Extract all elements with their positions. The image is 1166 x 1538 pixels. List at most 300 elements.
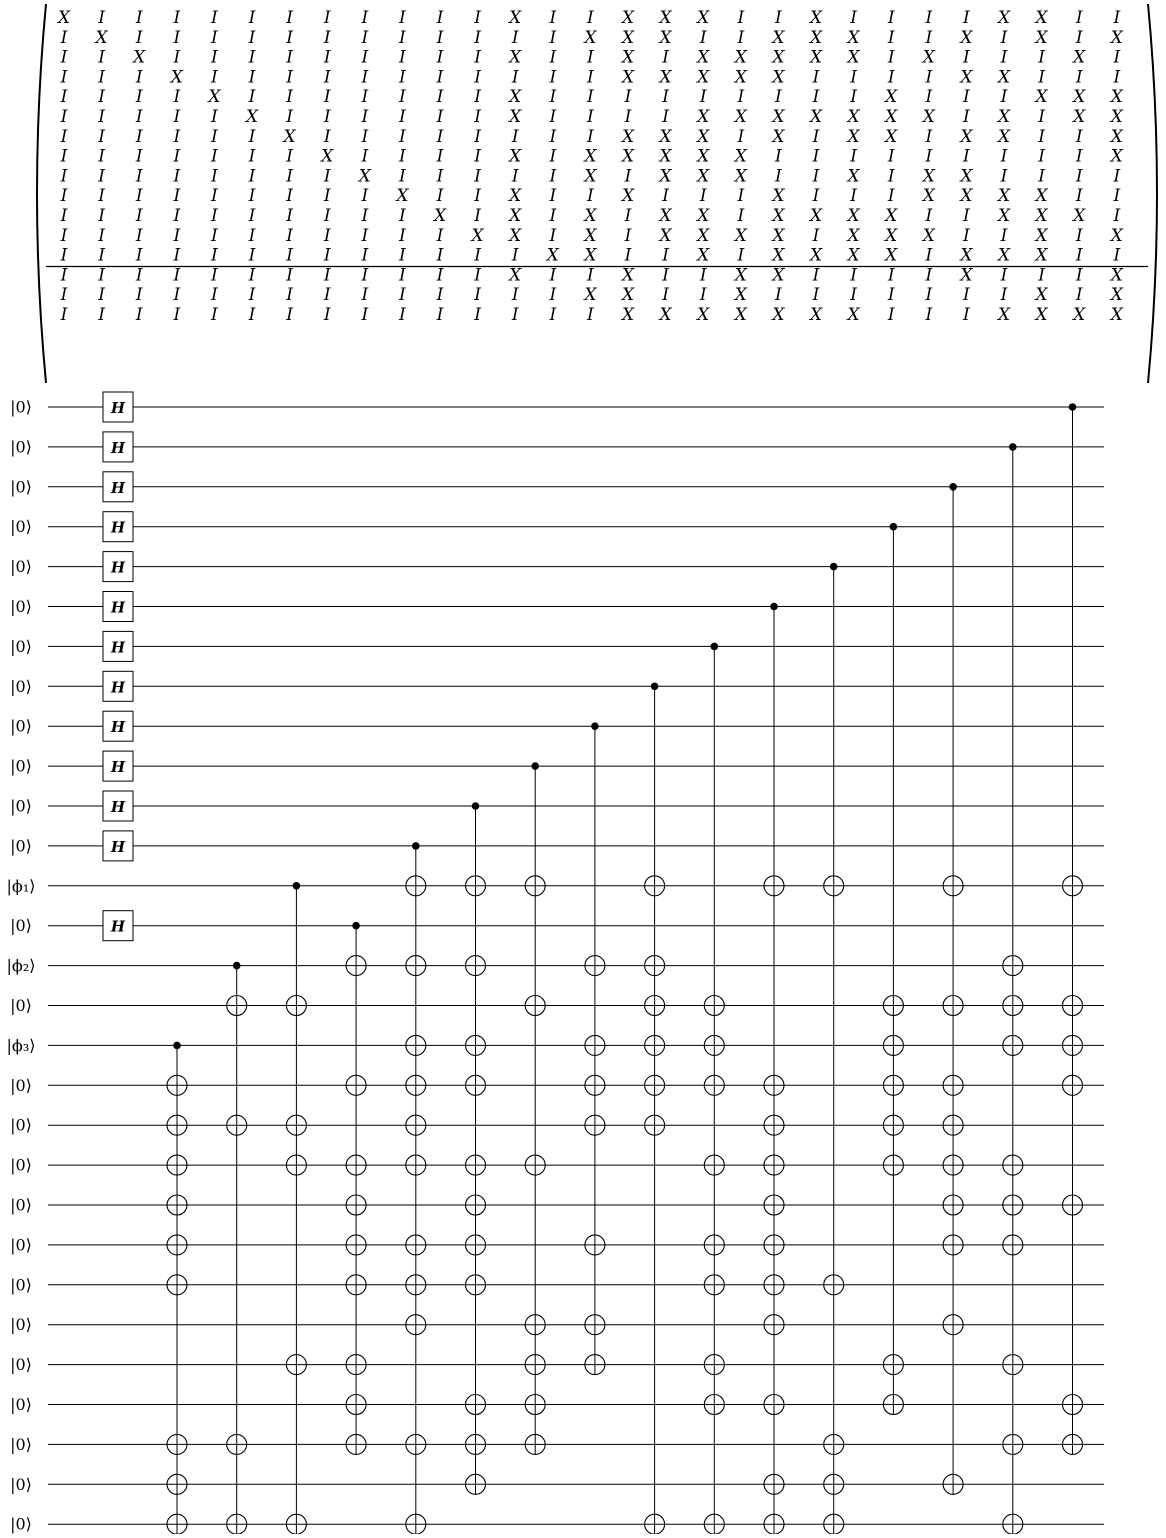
matrix-entry: I — [474, 146, 481, 167]
matrix-entry: I — [1038, 126, 1045, 147]
matrix-entry: I — [135, 206, 143, 226]
matrix-entry: X — [772, 47, 785, 68]
matrix-entry: I — [361, 146, 369, 167]
matrix-entry: I — [963, 285, 970, 306]
matrix-entry: X — [960, 166, 973, 187]
matrix-entry: X — [847, 166, 860, 187]
matrix-entry: X — [847, 206, 860, 226]
matrix-entry: I — [323, 225, 331, 246]
matrix-entry: X — [734, 225, 747, 246]
matrix-entry: I — [963, 305, 970, 325]
control-dot — [711, 643, 719, 651]
matrix-entry: I — [286, 206, 293, 226]
matrix-entry: I — [474, 8, 481, 28]
matrix-entry: X — [734, 47, 747, 68]
matrix-entry: X — [1110, 27, 1123, 48]
matrix-entry: I — [173, 87, 181, 108]
matrix-entry: X — [960, 27, 973, 48]
matrix-entry: I — [248, 206, 256, 226]
matrix-entry: I — [60, 27, 68, 48]
matrix-entry: X — [1073, 305, 1086, 325]
matrix-entry: I — [98, 285, 105, 306]
matrix-entry: X — [245, 107, 259, 127]
control-dot — [830, 563, 838, 571]
matrix-entry: I — [850, 186, 857, 207]
matrix-entry: I — [211, 8, 218, 28]
matrix-entry: I — [812, 186, 820, 207]
matrix-entry: X — [809, 305, 823, 325]
matrix-entry: I — [963, 206, 970, 226]
matrix-entry: X — [621, 8, 635, 28]
matrix-left-paren — [37, 4, 46, 383]
matrix-entry: I — [925, 245, 933, 266]
matrix-entry: I — [211, 305, 218, 325]
matrix-entry: X — [584, 225, 597, 246]
matrix-entry: X — [1035, 225, 1048, 246]
matrix-entry: X — [659, 27, 672, 48]
matrix-entry: I — [135, 107, 143, 127]
matrix-entry: I — [775, 146, 782, 167]
matrix-entry: X — [1035, 87, 1048, 108]
matrix-entry: I — [1038, 107, 1045, 127]
matrix-entry: I — [1075, 225, 1083, 246]
matrix-entry: X — [997, 186, 1011, 207]
matrix-entry: I — [211, 206, 218, 226]
matrix-entry: I — [511, 166, 519, 187]
matrix-entry: X — [621, 126, 635, 147]
control-dot — [890, 523, 898, 531]
matrix-entry: I — [1075, 166, 1083, 187]
matrix-entry: X — [772, 265, 785, 286]
matrix-entry: I — [925, 27, 933, 48]
matrix-entry: I — [436, 8, 444, 28]
matrix-entry: I — [474, 27, 481, 48]
matrix-entry: I — [436, 126, 444, 147]
matrix-entry: I — [887, 285, 895, 306]
matrix-entry: I — [361, 305, 369, 325]
matrix-entry: I — [60, 87, 68, 108]
matrix-entry: I — [549, 305, 557, 325]
matrix-entry: I — [98, 305, 105, 325]
matrix-entry: X — [697, 146, 710, 167]
matrix-entry: I — [135, 8, 143, 28]
matrix-entry: I — [173, 146, 181, 167]
matrix-entry: I — [361, 67, 369, 88]
matrix-entry: X — [509, 8, 522, 28]
matrix-entry: X — [847, 305, 860, 325]
matrix-entry: X — [1035, 305, 1048, 325]
matrix-entry: X — [358, 166, 371, 187]
matrix-entry: I — [361, 265, 369, 286]
matrix-entry: I — [775, 285, 782, 306]
matrix-entry: I — [361, 8, 369, 28]
matrix-entry: X — [1073, 87, 1086, 108]
matrix-entry: I — [887, 265, 895, 286]
matrix-entry: I — [248, 47, 256, 68]
matrix-entry: X — [1110, 107, 1123, 127]
matrix-entry: I — [963, 87, 970, 108]
matrix-entry: X — [734, 166, 747, 187]
control-dot — [1069, 403, 1077, 411]
matrix-entry: I — [474, 47, 481, 68]
matrix-entry: I — [436, 27, 444, 48]
hadamard-gate-label: H — [110, 558, 126, 577]
matrix-entry: X — [697, 8, 710, 28]
control-dot — [352, 922, 360, 930]
matrix-entry: I — [98, 67, 105, 88]
matrix-entry: I — [211, 67, 218, 88]
matrix-entry: I — [135, 87, 143, 108]
matrix-entry: X — [509, 87, 522, 108]
qubit-label: |0⟩ — [10, 557, 32, 577]
matrix-entry: I — [624, 206, 632, 226]
matrix-right-paren — [1148, 4, 1157, 383]
matrix-entry: I — [211, 225, 218, 246]
matrix-entry: I — [399, 67, 406, 88]
matrix-entry: I — [511, 305, 519, 325]
matrix-entry: I — [624, 245, 632, 266]
matrix-entry: X — [1035, 186, 1048, 207]
matrix-entry: X — [659, 225, 672, 246]
matrix-entry: I — [399, 245, 406, 266]
matrix-entry: I — [323, 166, 331, 187]
matrix-entry: I — [1000, 47, 1008, 68]
matrix-entry: I — [699, 186, 707, 207]
matrix-entry: I — [60, 47, 68, 68]
matrix-entry: X — [772, 225, 785, 246]
matrix-entry: I — [323, 206, 331, 226]
hadamard-gate-label: H — [110, 518, 126, 537]
matrix-entry: I — [1000, 27, 1008, 48]
matrix-entry: X — [621, 47, 635, 68]
matrix-entry: I — [286, 146, 293, 167]
matrix-entry: X — [885, 245, 898, 266]
matrix-entry: I — [60, 67, 68, 88]
matrix-entry: I — [211, 186, 218, 207]
matrix-entry: I — [1113, 245, 1121, 266]
matrix-entry: I — [399, 107, 406, 127]
matrix-entry: I — [248, 126, 256, 147]
qubit-label: |0⟩ — [10, 597, 32, 616]
matrix-entry: X — [772, 67, 785, 88]
matrix-entry: I — [323, 107, 331, 127]
matrix-entry: X — [997, 245, 1011, 266]
matrix-entry: I — [98, 8, 105, 28]
qubit-label: |0⟩ — [10, 1275, 32, 1295]
matrix-entry: I — [248, 27, 256, 48]
matrix-entry: X — [809, 8, 823, 28]
matrix-entry: X — [997, 206, 1011, 226]
matrix-entry: I — [850, 67, 857, 88]
matrix-entry: I — [963, 146, 970, 167]
matrix-entry: X — [847, 47, 860, 68]
matrix-entry: I — [887, 8, 895, 28]
matrix-entry: X — [659, 8, 672, 28]
hadamard-gate-label: H — [110, 758, 126, 777]
matrix-entry: I — [211, 27, 218, 48]
matrix-entry: I — [399, 265, 406, 286]
matrix-entry: I — [173, 8, 181, 28]
matrix-entry: X — [922, 166, 935, 187]
control-dot — [293, 882, 301, 890]
matrix-entry: I — [286, 186, 293, 207]
matrix-entry: I — [511, 245, 519, 266]
matrix-entry: I — [1113, 47, 1121, 68]
qubit-label: |0⟩ — [10, 1474, 32, 1494]
matrix-entry: X — [922, 47, 935, 68]
matrix-entry: I — [60, 305, 68, 325]
matrix-entry: X — [1110, 265, 1123, 286]
matrix-entry: I — [737, 126, 745, 147]
matrix-entry: I — [248, 8, 256, 28]
matrix-entry: X — [734, 265, 747, 286]
matrix-entry: I — [248, 265, 256, 286]
matrix-entry: I — [624, 166, 632, 187]
matrix-entry: I — [361, 47, 369, 68]
matrix-entry: I — [248, 225, 256, 246]
matrix-entry: X — [734, 285, 747, 306]
matrix-entry: I — [587, 107, 594, 127]
matrix-entry: X — [509, 265, 522, 286]
qubit-label: |0⟩ — [10, 1155, 32, 1175]
matrix-entry: X — [471, 225, 484, 246]
matrix-entry: I — [286, 225, 293, 246]
matrix-entry: I — [436, 67, 444, 88]
matrix-entry: I — [323, 245, 331, 266]
matrix-entry: X — [885, 126, 898, 147]
matrix-entry: I — [699, 285, 707, 306]
matrix-entry: I — [211, 47, 218, 68]
matrix-entry: X — [697, 225, 710, 246]
matrix-entry: I — [662, 285, 669, 306]
matrix-entry: X — [95, 27, 108, 48]
matrix-entry: I — [135, 166, 143, 187]
matrix-entry: I — [286, 67, 293, 88]
matrix-entry: X — [509, 47, 522, 68]
matrix-entry: X — [208, 87, 221, 108]
matrix-entry: I — [549, 146, 557, 167]
matrix-entry: X — [697, 206, 710, 226]
matrix-entry: X — [697, 47, 710, 68]
matrix-entry: I — [60, 225, 68, 246]
hadamard-gate-label: H — [110, 438, 126, 457]
matrix-entry: X — [734, 146, 747, 167]
matrix-entry: I — [549, 206, 557, 226]
matrix-entry: I — [1000, 166, 1008, 187]
matrix-entry: X — [885, 107, 898, 127]
matrix-entry: I — [135, 126, 143, 147]
matrix-entry: I — [323, 265, 331, 286]
matrix-entry: I — [436, 166, 444, 187]
matrix-entry: I — [286, 285, 293, 306]
matrix-entry: I — [1113, 166, 1121, 187]
matrix-entry: I — [549, 126, 557, 147]
matrix-entry: I — [474, 87, 481, 108]
matrix-entry: I — [1075, 245, 1083, 266]
matrix-entry: I — [399, 206, 406, 226]
matrix-entry: I — [436, 225, 444, 246]
matrix-entry: X — [997, 8, 1011, 28]
matrix-entry: X — [621, 67, 635, 88]
matrix-entry: X — [1035, 285, 1048, 306]
matrix-entry: I — [286, 27, 293, 48]
matrix-entry: I — [624, 225, 632, 246]
matrix-entry: I — [173, 27, 181, 48]
matrix-entry: I — [511, 126, 519, 147]
matrix-entry: I — [173, 47, 181, 68]
matrix-entry: I — [436, 285, 444, 306]
control-dot — [591, 722, 599, 730]
matrix-entry: I — [474, 166, 481, 187]
matrix-entry: I — [135, 305, 143, 325]
matrix-entry: X — [584, 146, 597, 167]
matrix-entry: I — [925, 87, 933, 108]
matrix-entry: I — [436, 245, 444, 266]
matrix-entry: I — [587, 186, 594, 207]
qubit-label: |ϕ₁⟩ — [6, 876, 36, 896]
matrix-entry: I — [1113, 8, 1121, 28]
matrix-entry: X — [772, 305, 785, 325]
matrix-entry: I — [737, 27, 745, 48]
qubit-label: |0⟩ — [10, 1395, 32, 1414]
matrix-entry: I — [662, 245, 669, 266]
matrix-entry: I — [699, 265, 707, 286]
matrix-entry: X — [584, 285, 597, 306]
matrix-entry: X — [1035, 27, 1048, 48]
matrix-entry: X — [659, 126, 672, 147]
matrix-entry: I — [812, 225, 820, 246]
matrix-entry: I — [925, 305, 933, 325]
matrix-entry: X — [509, 107, 522, 127]
matrix-entry: X — [621, 27, 635, 48]
matrix-entry: I — [60, 285, 68, 306]
matrix-entry: I — [323, 285, 331, 306]
matrix-entry: I — [662, 186, 669, 207]
matrix-entry: I — [98, 107, 105, 127]
matrix-entry: X — [960, 186, 973, 207]
matrix-entry: I — [925, 8, 933, 28]
matrix-entry: X — [1035, 245, 1048, 266]
matrix-entry: I — [925, 206, 933, 226]
matrix-entry: I — [173, 285, 181, 306]
matrix-entry: I — [248, 166, 256, 187]
matrix-entry: I — [1075, 186, 1083, 207]
matrix-entry: I — [1075, 8, 1083, 28]
matrix-entry: I — [135, 225, 143, 246]
matrix-entry: I — [323, 27, 331, 48]
matrix-entry: I — [850, 285, 857, 306]
matrix-entry: I — [98, 47, 105, 68]
matrix-entry: I — [474, 107, 481, 127]
matrix-entry: I — [474, 186, 481, 207]
matrix-entry: I — [135, 186, 143, 207]
matrix-entry: I — [399, 87, 406, 108]
matrix-entry: I — [211, 126, 218, 147]
matrix-entry: X — [659, 206, 672, 226]
matrix-entry: I — [925, 67, 933, 88]
matrix-entry: I — [60, 186, 68, 207]
matrix-entry: I — [662, 107, 669, 127]
matrix-entry: X — [809, 107, 823, 127]
matrix-entry: X — [584, 245, 597, 266]
matrix-entry: I — [963, 47, 970, 68]
matrix-entry: I — [511, 285, 519, 306]
matrix-entry: I — [211, 107, 218, 127]
matrix-entry: I — [1075, 285, 1083, 306]
matrix-entry: X — [772, 206, 785, 226]
matrix-entry: X — [1110, 285, 1123, 306]
matrix-entry: X — [997, 107, 1011, 127]
matrix-entry: I — [173, 305, 181, 325]
matrix-entry: X — [509, 206, 522, 226]
control-dot — [173, 1042, 181, 1050]
stabilizer-matrix — [37, 4, 1157, 383]
matrix-entry: I — [135, 67, 143, 88]
matrix-entry: I — [850, 8, 857, 28]
matrix-entry: I — [323, 186, 331, 207]
matrix-entry: I — [98, 87, 105, 108]
qubit-label: |0⟩ — [10, 916, 32, 936]
matrix-entry: I — [323, 87, 331, 108]
control-dot — [233, 962, 241, 970]
matrix-entry: I — [549, 225, 557, 246]
qubit-label: |0⟩ — [10, 1075, 32, 1095]
matrix-entry: I — [98, 166, 105, 187]
matrix-entry: I — [98, 126, 105, 147]
matrix-entry: I — [812, 285, 820, 306]
matrix-entry: I — [699, 27, 707, 48]
matrix-entry: I — [1075, 27, 1083, 48]
matrix-entry: I — [662, 87, 669, 108]
matrix-entry: I — [1000, 265, 1008, 286]
matrix-entry: I — [963, 107, 970, 127]
control-dot — [949, 483, 957, 491]
matrix-entry: X — [1073, 47, 1086, 68]
matrix-entry: X — [1110, 305, 1123, 325]
matrix-entry: I — [60, 206, 68, 226]
matrix-entry: I — [1000, 146, 1008, 167]
matrix-entry: X — [885, 206, 898, 226]
matrix-entry: X — [772, 245, 785, 266]
matrix-entry: I — [135, 27, 143, 48]
control-dot — [1009, 443, 1017, 451]
matrix-entry: I — [173, 186, 181, 207]
matrix-entry: I — [474, 285, 481, 306]
matrix-entry: X — [809, 245, 823, 266]
matrix-entry: I — [775, 8, 782, 28]
matrix-entry: I — [399, 225, 406, 246]
matrix-entry: I — [98, 186, 105, 207]
matrix-entry: I — [737, 245, 745, 266]
matrix-entry: I — [211, 245, 218, 266]
hadamard-gate-label: H — [110, 678, 126, 697]
matrix-entry: I — [775, 87, 782, 108]
matrix-entry: X — [659, 166, 672, 187]
matrix-entry: I — [286, 47, 293, 68]
matrix-entry: X — [1035, 206, 1048, 226]
matrix-entry: I — [135, 285, 143, 306]
matrix-entry: X — [960, 245, 973, 266]
qubit-label: |0⟩ — [10, 477, 32, 497]
matrix-entry: I — [399, 166, 406, 187]
matrix-entry: I — [549, 47, 557, 68]
matrix-entry: X — [170, 67, 183, 88]
matrix-entry: I — [511, 67, 519, 88]
qubit-label: |0⟩ — [10, 756, 32, 776]
matrix-entry: I — [887, 166, 895, 187]
matrix-entry: I — [474, 305, 481, 325]
matrix-entry: I — [361, 107, 369, 127]
